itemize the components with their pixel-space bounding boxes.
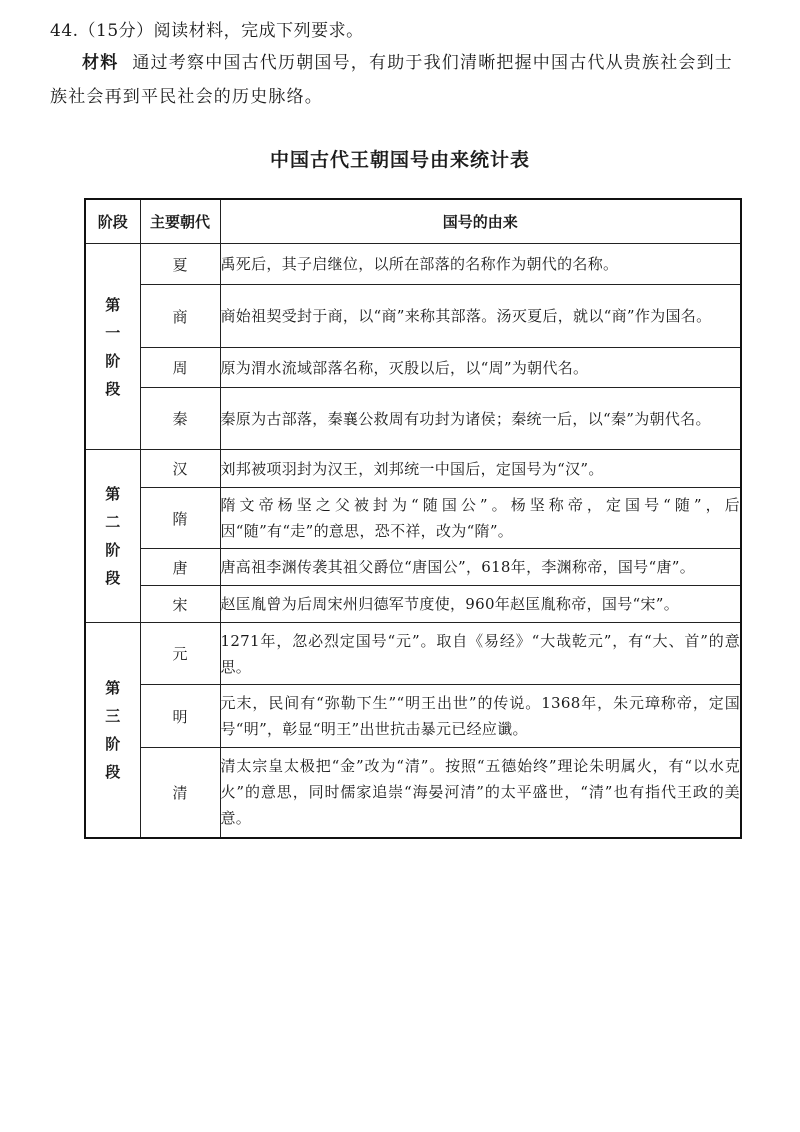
origin-cell: 商始祖契受封于商，以“商”来称其部落。汤灭夏后，就以“商”作为国名。 <box>220 285 741 348</box>
table-row <box>85 244 741 285</box>
table-row <box>85 623 741 685</box>
dynasty-cell: 夏 <box>140 244 220 285</box>
material-paragraph <box>50 46 750 114</box>
dynasty-name-table <box>84 198 742 839</box>
table-body <box>85 244 741 838</box>
origin-cell: 原为渭水流域部落名称，灭殷以后，以“周”为朝代名。 <box>220 348 741 388</box>
stage-cell <box>85 244 140 450</box>
dynasty-cell: 明 <box>140 685 220 748</box>
table-row <box>85 488 741 549</box>
table-title: 中国古代王朝国号由来统计表 <box>269 149 530 171</box>
dynasty-cell: 秦 <box>140 388 220 450</box>
origin-cell: 隋文帝杨坚之父被封为“随国公”。杨坚称帝，定国号“随”，后因“随”有“走”的意思，恐不祥，改为“隋”。 <box>220 488 741 549</box>
origin-cell: 清太宗皇太极把“金”改为“清”。按照“五德始终”理论朱明属火，有“以水克火”的意思，同时儒家追崇“海晏河清”的太平盛世，“清”也有指代王政的美意。 <box>220 748 741 838</box>
stage-label-char: 段 <box>105 762 121 781</box>
header-stage: 阶段 <box>85 199 140 244</box>
dynasty-cell: 隋 <box>140 488 220 549</box>
dynasty-cell: 宋 <box>140 586 220 623</box>
stage-label-char: 段 <box>105 569 121 587</box>
origin-cell: 1271年，忽必烈定国号“元”。取自《易经》“大哉乾元”，有“大、首”的意思。 <box>220 623 741 685</box>
origin-cell: 秦原为古部落，秦襄公救周有功封为诸侯；秦统一后，以“秦”为朝代名。 <box>220 388 741 450</box>
dynasty-cell: 唐 <box>140 549 220 586</box>
table-header-row <box>85 199 741 244</box>
table-row <box>85 285 741 348</box>
table-row <box>85 450 741 488</box>
header-origin: 国号的由来 <box>220 199 741 244</box>
material-label: 材料 <box>82 53 119 73</box>
stage-cell <box>85 623 140 838</box>
table-row <box>85 586 741 623</box>
stage-label-char: 第 <box>105 485 121 503</box>
dynasty-cell: 商 <box>140 285 220 348</box>
origin-cell: 刘邦被项羽封为汉王，刘邦统一中国后，定国号为“汉”。 <box>220 450 741 488</box>
stage-label-char: 阶 <box>105 734 121 753</box>
table-row <box>85 685 741 748</box>
stage-label-char: 第 <box>105 678 121 697</box>
stage-label-char: 段 <box>105 379 121 398</box>
stage-label-char: 三 <box>105 706 121 725</box>
stage-cell <box>85 450 140 623</box>
dynasty-cell: 元 <box>140 623 220 685</box>
header-dynasty: 主要朝代 <box>140 199 220 244</box>
stage-label-char: 一 <box>105 323 121 342</box>
origin-cell: 元末，民间有“弥勒下生”“明王出世”的传说。1368年，朱元璋称帝，定国号“明”，彰显“明王”出世抗击暴元已经应谶。 <box>220 685 741 748</box>
dynasty-cell: 清 <box>140 748 220 838</box>
stage-label-char: 阶 <box>105 541 121 559</box>
origin-cell: 禹死后，其子启继位，以所在部落的名称作为朝代的名称。 <box>220 244 741 285</box>
table-row <box>85 549 741 586</box>
dynasty-cell: 汉 <box>140 450 220 488</box>
origin-cell: 唐高祖李渊传袭其祖父爵位“唐国公”，618年，李渊称帝，国号“唐”。 <box>220 549 741 586</box>
table-row <box>85 348 741 388</box>
origin-cell: 赵匡胤曾为后周宋州归德军节度使，960年赵匡胤称帝，国号“宋”。 <box>220 586 741 623</box>
dynasty-cell: 周 <box>140 348 220 388</box>
table-row <box>85 388 741 450</box>
stage-label-char: 二 <box>105 513 121 531</box>
question-header: 44.（15分）阅读材料，完成下列要求。 <box>50 21 364 41</box>
material-text: 通过考察中国古代历朝国号，有助于我们清晰把握中国古代从贵族社会到士族社会再到平民社会的历史脉络。 <box>50 53 734 107</box>
stage-label-char: 第 <box>105 295 121 314</box>
table-row <box>85 748 741 838</box>
stage-label-char: 阶 <box>105 351 121 370</box>
